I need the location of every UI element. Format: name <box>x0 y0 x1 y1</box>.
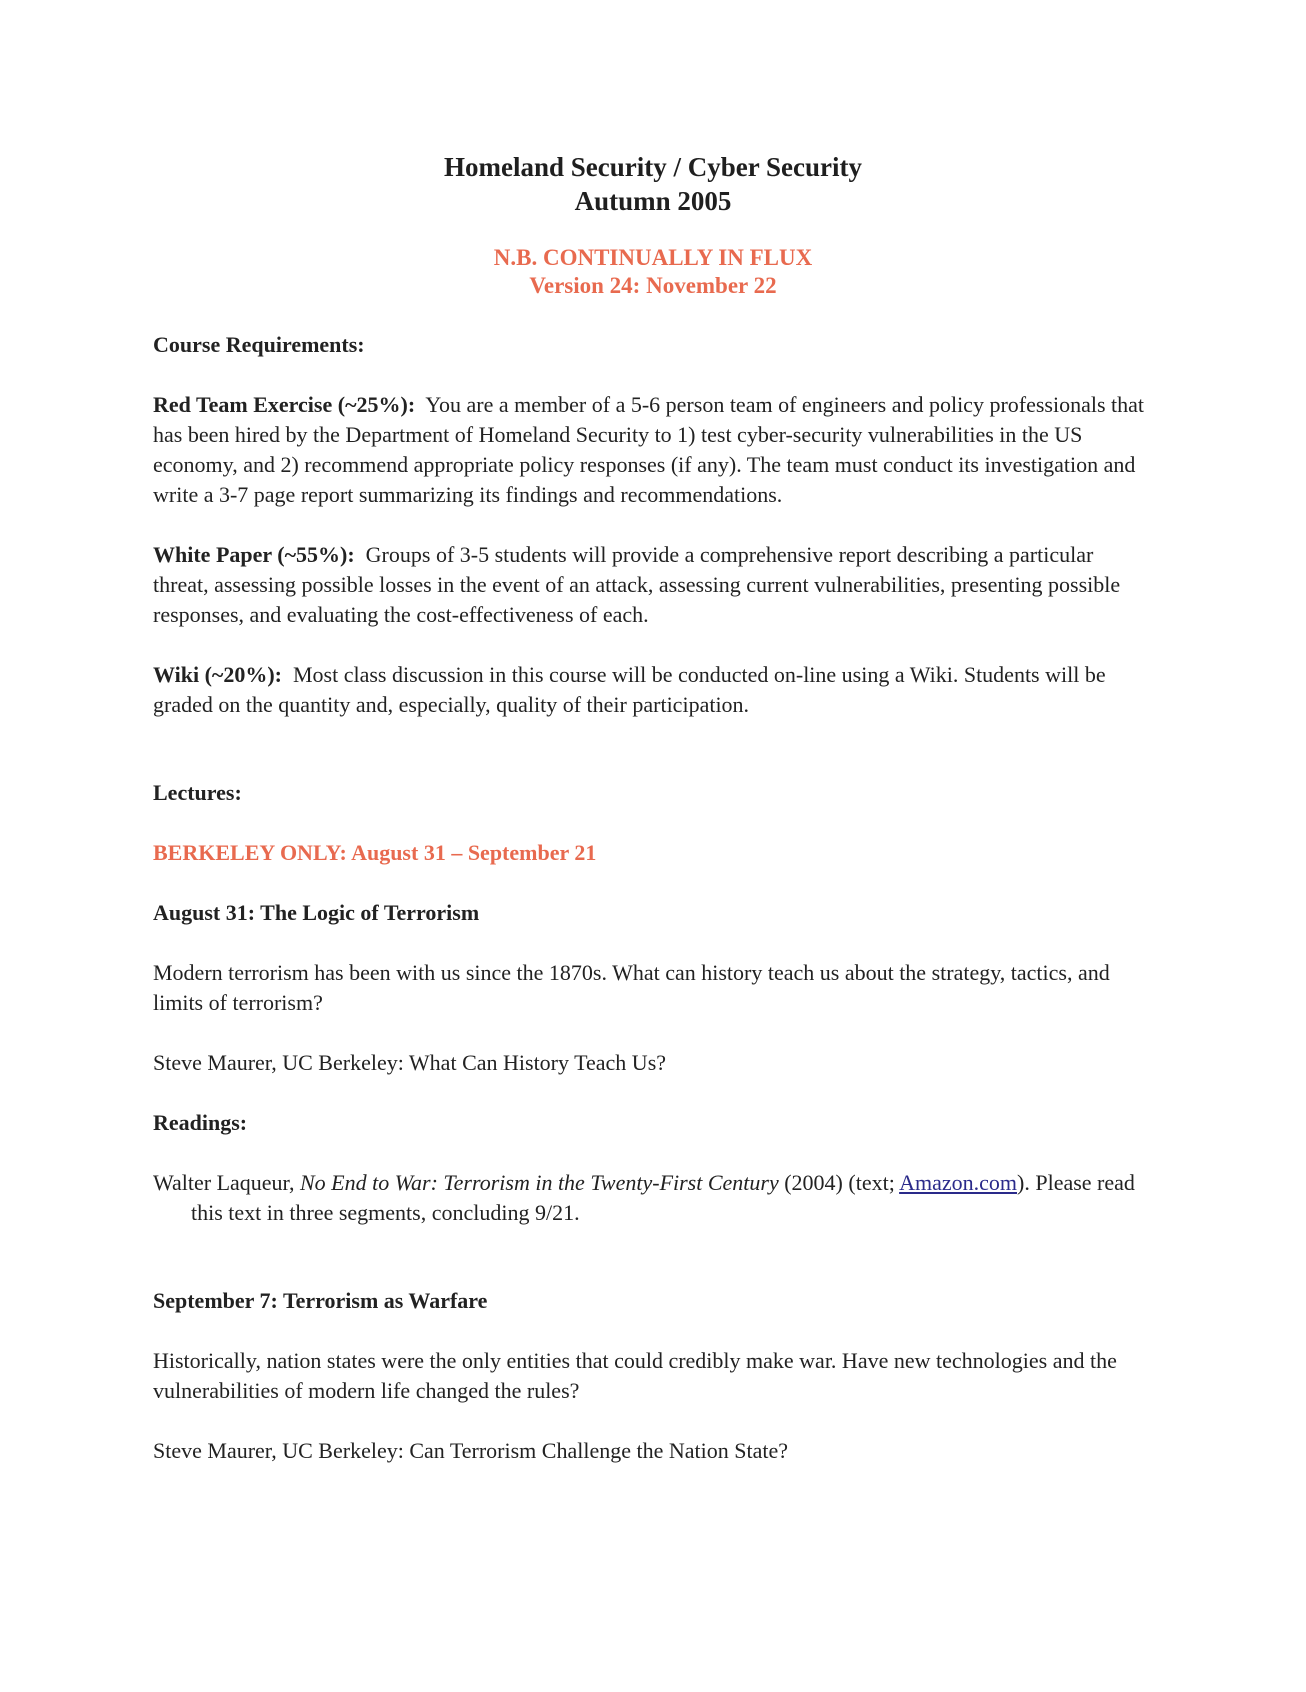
lectures-heading: Lectures: <box>153 780 242 805</box>
requirement-white-paper <box>153 540 1153 630</box>
version-line: Version 24: November 22 <box>529 273 777 298</box>
requirements-heading: Course Requirements: <box>153 332 365 357</box>
requirement-label: Wiki (~20%): <box>153 662 282 687</box>
lecture-title: August 31: The Logic of Terrorism <box>153 900 480 925</box>
flux-notice <box>153 244 1153 300</box>
requirement-text: Most class discussion in this course will be conducted on-line using a Wiki. Students will be graded on the quantity and, especially, quality of their participation. <box>153 662 1106 717</box>
requirement-label: White Paper (~55%): <box>153 542 355 567</box>
reading-author: Walter Laqueur, <box>153 1170 300 1195</box>
reading-book-title: No End to War: Terrorism in the Twenty-First Century <box>300 1170 779 1195</box>
berkeley-only-banner: BERKELEY ONLY: August 31 – September 21 <box>153 840 597 865</box>
requirement-label: Red Team Exercise (~25%): <box>153 392 416 417</box>
lecture-speaker: Steve Maurer, UC Berkeley: What Can History Teach Us? <box>153 1050 667 1075</box>
requirement-wiki <box>153 660 1153 720</box>
document-title <box>153 150 1153 218</box>
amazon-link[interactable]: Amazon.com <box>899 1170 1018 1195</box>
lecture-description: Modern terrorism has been with us since the 1870s. What can history teach us about the strategy, tactics, and limits of terrorism? <box>153 960 1110 1015</box>
requirement-text: Groups of 3-5 students will provide a comprehensive report describing a particular threat, assessing possible losses in the event of an attack, assessing current vulnerabilities, presenting possible responses, and evaluating the cost-effectiveness of each. <box>153 542 1121 627</box>
readings-heading: Readings: <box>153 1110 248 1135</box>
requirement-text: You are a member of a 5-6 person team of engineers and policy professionals that has been hired by the Department of Homeland Security to 1) test cyber-security vulnerabilities in the US economy, and 2) recommend appropriate policy responses (if any). The team must conduct its investigation and write a 3-7 page report summarizing its findings and recommendations. <box>153 392 1145 507</box>
title-line-course: Homeland Security / Cyber Security <box>444 152 862 182</box>
document-page <box>153 150 1153 1466</box>
lecture-title: September 7: Terrorism as Warfare <box>153 1288 488 1313</box>
title-line-term: Autumn 2005 <box>574 186 732 216</box>
flux-notice-line: N.B. CONTINUALLY IN FLUX <box>493 245 813 270</box>
lecture-description: Historically, nation states were the only entities that could credibly make war. Have new technologies and the vulnerabilities of modern life changed the rules? <box>153 1348 1117 1403</box>
lecture-speaker: Steve Maurer, UC Berkeley: Can Terrorism Challenge the Nation State? <box>153 1438 788 1463</box>
reading-note: ). Please read this text in three segments, concluding 9/21. <box>191 1170 1135 1225</box>
reading-year: (2004) (text; <box>778 1170 900 1195</box>
reading-citation <box>153 1168 1153 1228</box>
requirement-red-team <box>153 390 1153 510</box>
